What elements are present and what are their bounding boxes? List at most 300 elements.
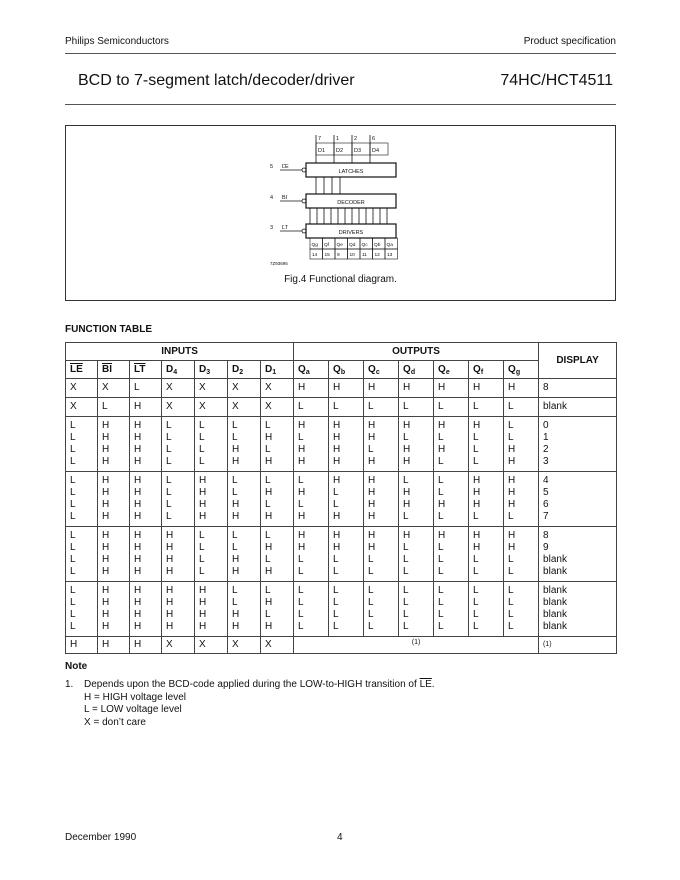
cell-value: L	[333, 566, 339, 577]
cell-value: H	[368, 530, 376, 541]
table-cell	[162, 379, 195, 398]
table-cell	[329, 398, 364, 417]
cell-value: L	[438, 566, 444, 577]
cell-value: H	[134, 420, 142, 431]
cell-value: L	[232, 475, 238, 486]
table-cell	[261, 398, 294, 417]
cell-value: H	[199, 597, 207, 608]
bottom-pin-number: 11	[362, 253, 367, 258]
cell-value: L	[333, 401, 339, 412]
table-cell	[66, 379, 98, 398]
display-cell	[539, 582, 617, 637]
cell-value: H	[232, 511, 240, 522]
cell-value: H	[508, 530, 516, 541]
table-cell	[469, 398, 504, 417]
table-cell	[130, 417, 162, 472]
col-lt: $\overline{LT}$	[130, 361, 162, 379]
cell-value: L	[403, 401, 409, 412]
cell-value: H	[403, 499, 411, 510]
figure-caption: Fig.4 Functional diagram.	[284, 274, 397, 285]
cell-value: H	[368, 475, 376, 486]
cell-value: L	[473, 585, 479, 596]
cell-value: L	[199, 432, 205, 443]
cell-value: H	[473, 382, 481, 393]
table-cell	[228, 527, 261, 582]
cell-value: H	[265, 621, 273, 632]
table-cell: X	[195, 637, 228, 654]
cell-value: L	[298, 566, 304, 577]
cell-value: H	[232, 444, 240, 455]
table-row-group	[66, 398, 617, 417]
cell-value: L	[473, 609, 479, 620]
table-cell	[399, 379, 434, 398]
cell-value: H	[438, 444, 446, 455]
cell-value: H	[473, 542, 481, 553]
table-cell	[364, 527, 399, 582]
note-text: Depends upon the BCD-code applied during the LOW-to-HIGH transition of $\overline{LE}$. H = HIGH voltage level L = LOW voltage level X = don’t care	[84, 679, 435, 728]
cell-value: H	[473, 499, 481, 510]
cell-value: H	[102, 542, 110, 553]
cell-value: H	[199, 609, 207, 620]
bottom-pin-label: Qc	[361, 243, 368, 248]
cell-value: L	[70, 566, 76, 577]
top-pin-number: 1	[336, 136, 340, 142]
cell-value: H	[298, 456, 306, 467]
cell-value: X	[102, 382, 109, 393]
cell-value: L	[298, 585, 304, 596]
table-cell	[364, 417, 399, 472]
cell-value: H	[265, 487, 273, 498]
cell-value: H	[473, 487, 481, 498]
cell-value: blank	[543, 554, 567, 565]
cell-value: L	[166, 420, 172, 431]
cell-value: H	[232, 566, 240, 577]
table-cell	[162, 398, 195, 417]
cell-value: H	[102, 499, 110, 510]
table-cell	[329, 582, 364, 637]
cell-value: L	[438, 511, 444, 522]
cell-value: H	[403, 456, 411, 467]
cell-value: H	[368, 456, 376, 467]
cell-value: X	[70, 382, 77, 393]
table-cell	[434, 417, 469, 472]
cell-value: H	[368, 511, 376, 522]
table-row-group	[66, 527, 617, 582]
legend-high: H = HIGH voltage level	[84, 691, 186, 703]
cell-value: H	[368, 499, 376, 510]
table-cell	[195, 472, 228, 527]
table-row-last	[66, 637, 617, 654]
table-cell	[469, 527, 504, 582]
pin-le-label: LE	[282, 164, 289, 170]
cell-value: L	[232, 530, 238, 541]
cell-value: blank	[543, 566, 567, 577]
cell-value: L	[368, 597, 374, 608]
cell-value: L	[298, 475, 304, 486]
display-header: DISPLAY	[539, 343, 617, 379]
cell-value: H	[333, 432, 341, 443]
display-cell	[539, 398, 617, 417]
table-cell	[98, 582, 130, 637]
cell-value: H	[102, 609, 110, 620]
cell-value: H	[508, 475, 516, 486]
cell-value: L	[70, 554, 76, 565]
cell-value: H	[102, 444, 110, 455]
cell-value: L	[368, 554, 374, 565]
cell-value: H	[368, 542, 376, 553]
page-title: BCD to 7-segment latch/decoder/driver	[78, 72, 355, 89]
cell-value: 8	[543, 530, 549, 541]
cell-value: H	[102, 585, 110, 596]
cell-value: L	[265, 444, 271, 455]
cell-value: L	[265, 499, 271, 510]
functional-diagram	[266, 131, 426, 273]
cell-value: X	[166, 401, 173, 412]
table-cell	[162, 472, 195, 527]
col-le: $\overline{LE}$	[66, 361, 98, 379]
cell-value: L	[166, 499, 172, 510]
cell-value: H	[298, 511, 306, 522]
table-cell: X	[261, 637, 294, 654]
cell-value: H	[102, 475, 110, 486]
table-cell	[261, 417, 294, 472]
note-number: 1.	[65, 679, 74, 690]
cell-value: H	[333, 511, 341, 522]
bottom-pin-label: Qd	[349, 243, 356, 248]
cell-value: L	[438, 554, 444, 565]
table-cell	[294, 379, 329, 398]
cell-value: L	[403, 609, 409, 620]
bottom-pin-number: 13	[387, 253, 393, 258]
display-cell	[539, 527, 617, 582]
table-cell	[130, 582, 162, 637]
cell-value: L	[298, 609, 304, 620]
cell-value: H	[473, 475, 481, 486]
cell-value: H	[368, 432, 376, 443]
top-pin-label: D1	[318, 148, 326, 154]
table-cell	[98, 379, 130, 398]
function-table-title: FUNCTION TABLE	[65, 324, 153, 335]
table-cell	[434, 398, 469, 417]
cell-value: L	[333, 487, 339, 498]
cell-value: 9	[543, 542, 549, 553]
cell-value: L	[403, 597, 409, 608]
cell-value: X	[265, 382, 272, 393]
cell-value: H	[102, 456, 110, 467]
table-row-group	[66, 417, 617, 472]
cell-value: H	[232, 621, 240, 632]
cell-value: L	[368, 621, 374, 632]
cell-value: H	[166, 621, 174, 632]
table-cell	[66, 527, 98, 582]
cell-value: L	[232, 420, 238, 431]
table-cell	[364, 398, 399, 417]
table-cell	[294, 417, 329, 472]
cell-value: L	[403, 566, 409, 577]
cell-value: X	[70, 401, 77, 412]
table-cell	[504, 582, 539, 637]
cell-value: L	[508, 621, 514, 632]
cell-value: H	[333, 542, 341, 553]
display-cell	[539, 472, 617, 527]
cell-value: H	[232, 554, 240, 565]
table-cell	[399, 582, 434, 637]
legend-low: L = LOW voltage level	[84, 704, 182, 715]
cell-value: L	[199, 456, 205, 467]
cell-value: H	[134, 401, 142, 412]
cell-value: H	[298, 487, 306, 498]
col-qb: $Q_b$	[329, 361, 364, 379]
table-cell	[469, 472, 504, 527]
cell-value: H	[333, 530, 341, 541]
table-cell	[261, 472, 294, 527]
bottom-pin-number: 14	[312, 253, 318, 258]
cell-value: L	[508, 511, 514, 522]
outputs-group-header: OUTPUTS	[294, 343, 539, 361]
cell-value: L	[134, 382, 140, 393]
cell-value: H	[166, 554, 174, 565]
cell-value: H	[134, 444, 142, 455]
table-cell	[504, 472, 539, 527]
cell-value: H	[199, 621, 207, 632]
cell-value: H	[134, 542, 142, 553]
col-d1: $D_1$	[261, 361, 294, 379]
cell-value: L	[368, 585, 374, 596]
cell-value: H	[134, 554, 142, 565]
table-cell	[162, 582, 195, 637]
cell-value: L	[265, 554, 271, 565]
display-cell	[539, 379, 617, 398]
pin-lt-label: LT	[282, 225, 289, 231]
col-qe: $Q_e$	[434, 361, 469, 379]
cell-value: L	[438, 487, 444, 498]
table-cell	[434, 582, 469, 637]
cell-value: H	[134, 475, 142, 486]
cell-value: H	[102, 530, 110, 541]
table-cell	[294, 398, 329, 417]
cell-value: L	[333, 597, 339, 608]
cell-value: L	[199, 542, 205, 553]
cell-value: L	[265, 420, 271, 431]
table-cell	[329, 379, 364, 398]
cell-value: L	[473, 566, 479, 577]
cell-value: L	[403, 585, 409, 596]
cell-value: L	[232, 585, 238, 596]
cell-value: H	[232, 456, 240, 467]
cell-value: L	[508, 432, 514, 443]
table-cell	[294, 582, 329, 637]
col-qf: $Q_f$	[469, 361, 504, 379]
cell-value: H	[102, 511, 110, 522]
cell-value: L	[438, 432, 444, 443]
table-cell	[469, 582, 504, 637]
display-cell	[539, 417, 617, 472]
cell-value: H	[166, 542, 174, 553]
pin-bi-number: 4	[270, 195, 274, 201]
cell-value: H	[368, 487, 376, 498]
table-cell	[261, 582, 294, 637]
cell-value: X	[232, 382, 239, 393]
cell-value: L	[70, 487, 76, 498]
table-cell: H	[98, 637, 130, 654]
cell-value: H	[265, 432, 273, 443]
bottom-pin-label: Qa	[386, 243, 393, 248]
top-pin-label: D4	[372, 148, 380, 154]
functional-diagram-figure	[65, 125, 616, 301]
bottom-pin-label: Qe	[336, 243, 343, 248]
cell-value: H	[368, 382, 376, 393]
table-cell	[399, 527, 434, 582]
table-cell	[195, 398, 228, 417]
cell-value: L	[403, 511, 409, 522]
bottom-pin-number: 12	[374, 253, 380, 258]
pin-le-number: 5	[270, 164, 274, 170]
footer-page-number: 4	[337, 832, 343, 843]
cell-value: H	[265, 511, 273, 522]
cell-value: H	[473, 530, 481, 541]
cell-value: L	[232, 487, 238, 498]
col-qc: $Q_c$	[364, 361, 399, 379]
cell-value: L	[333, 585, 339, 596]
cell-value: 8	[543, 382, 549, 393]
cell-value: X	[232, 401, 239, 412]
cell-value: L	[473, 621, 479, 632]
cell-value: L	[368, 444, 374, 455]
cell-value: L	[508, 566, 514, 577]
table-cell	[469, 417, 504, 472]
cell-value: L	[70, 621, 76, 632]
bottom-pin-label: Qg	[311, 243, 318, 248]
top-pin-label: D3	[354, 148, 362, 154]
cell-value: L	[473, 401, 479, 412]
cell-value: L	[368, 609, 374, 620]
footer-date: December 1990	[65, 832, 137, 843]
cell-value: H	[298, 382, 306, 393]
table-cell	[66, 472, 98, 527]
cell-value: H	[508, 456, 516, 467]
cell-value: L	[438, 585, 444, 596]
cell-value: H	[134, 597, 142, 608]
cell-value: blank	[543, 621, 567, 632]
cell-value: L	[166, 432, 172, 443]
table-cell	[469, 379, 504, 398]
cell-value: L	[403, 554, 409, 565]
table-cell	[434, 379, 469, 398]
table-cell	[329, 417, 364, 472]
latches-label: LATCHES	[338, 169, 364, 175]
cell-value: H	[166, 597, 174, 608]
cell-value: 7	[543, 511, 549, 522]
cell-value: H	[166, 609, 174, 620]
cell-value: H	[134, 432, 142, 443]
inputs-group-header: INPUTS	[66, 343, 294, 361]
part-number: 74HC/HCT4511	[500, 72, 613, 89]
top-pin-number: 2	[354, 136, 358, 142]
cell-value: L	[70, 444, 76, 455]
cell-value: H	[166, 585, 174, 596]
table-cell	[66, 417, 98, 472]
cell-value: L	[403, 475, 409, 486]
header-rule	[65, 53, 616, 54]
cell-value: L	[473, 554, 479, 565]
cell-value: L	[403, 432, 409, 443]
cell-value: H	[199, 475, 207, 486]
cell-value: H	[368, 420, 376, 431]
cell-value: L	[438, 456, 444, 467]
cell-value: L	[438, 621, 444, 632]
cell-value: L	[438, 609, 444, 620]
cell-value: L	[508, 597, 514, 608]
cell-value: L	[508, 554, 514, 565]
legend-dontcare: X = don’t care	[84, 716, 146, 728]
table-row-group	[66, 472, 617, 527]
cell-value: L	[473, 444, 479, 455]
cell-value: H	[199, 585, 207, 596]
col-d2: $D_2$	[228, 361, 261, 379]
cell-value: L	[70, 420, 76, 431]
table-cell	[228, 379, 261, 398]
cell-value: L	[473, 597, 479, 608]
cell-value: H	[102, 432, 110, 443]
col-d4: $D_4$	[162, 361, 195, 379]
cell-value: L	[333, 499, 339, 510]
figure-code: 7Z93695	[270, 261, 288, 266]
cell-value: H	[508, 444, 516, 455]
cell-value: L	[368, 566, 374, 577]
top-pin-number: 6	[372, 136, 376, 142]
cell-value: H	[232, 609, 240, 620]
cell-value: H	[333, 382, 341, 393]
cell-value: L	[508, 609, 514, 620]
cell-value: H	[508, 487, 516, 498]
cell-value: L	[199, 444, 205, 455]
function-table	[65, 342, 617, 654]
cell-value: L	[166, 487, 172, 498]
table-cell	[504, 398, 539, 417]
cell-value: L	[166, 456, 172, 467]
table-cell: H	[66, 637, 98, 654]
cell-value: L	[166, 475, 172, 486]
table-cell	[228, 398, 261, 417]
display-footnote-cell: (1)	[539, 637, 617, 654]
cell-value: H	[134, 487, 142, 498]
cell-value: L	[473, 456, 479, 467]
cell-value: L	[298, 499, 304, 510]
table-cell	[195, 582, 228, 637]
cell-value: H	[102, 420, 110, 431]
table-cell	[399, 398, 434, 417]
cell-value: L	[70, 597, 76, 608]
cell-value: H	[298, 444, 306, 455]
cell-value: 2	[543, 444, 549, 455]
cell-value: L	[199, 420, 205, 431]
table-cell	[294, 527, 329, 582]
cell-value: H	[508, 382, 516, 393]
cell-value: X	[199, 401, 206, 412]
cell-value: L	[70, 511, 76, 522]
header-doc-type: Product specification	[523, 36, 616, 47]
cell-value: H	[102, 597, 110, 608]
cell-value: L	[403, 621, 409, 632]
cell-value: H	[473, 420, 481, 431]
cell-value: L	[298, 597, 304, 608]
cell-value: 1	[543, 432, 549, 443]
table-cell	[364, 472, 399, 527]
table-cell: H	[130, 637, 162, 654]
cell-value: L	[508, 585, 514, 596]
note-heading: Note	[65, 661, 88, 672]
cell-value: L	[199, 554, 205, 565]
